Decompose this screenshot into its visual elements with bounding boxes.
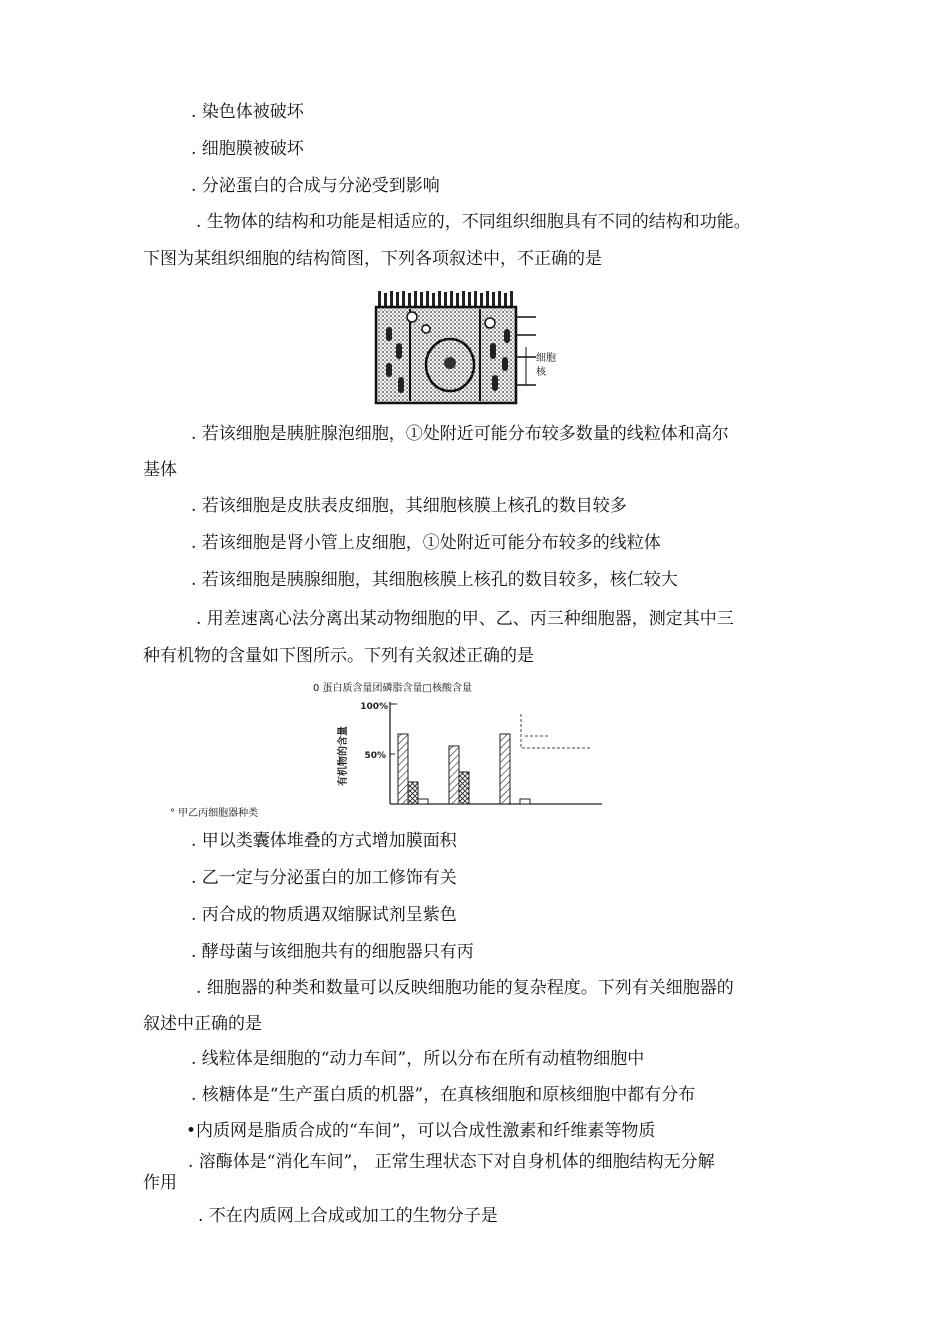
q1-option-a-line2: 基体 [143,460,177,480]
q1-option-b: . 若该细胞是皮肤表皮细胞，其细胞核膜上核孔的数目较多 [191,496,627,516]
q2-option-d: . 酵母菌与该细胞共有的细胞器只有丙 [191,942,474,962]
chart-xlabel: ° 甲乙丙细胞器种类 [170,808,259,819]
bar-甲-核酸含量 [418,799,428,804]
q2-stem-line2: 种有机物的含量如下图所示。下列有关叙述正确的是 [143,646,534,666]
bar-乙-蛋白质含量 [449,746,459,804]
bar-甲-磷脂含量 [408,782,418,804]
option-prev-a: . 染色体被破坏 [191,102,304,122]
bar-甲-蛋白质含量 [398,734,408,804]
chart-ylabel: 有机物的含量 [338,726,349,786]
q1-stem-line2: 下图为某组织细胞的结构简图，下列各项叙述中，不正确的是 [143,249,602,269]
chart-scan-artifact [521,714,592,748]
q3-option-d-line2: 作用 [143,1173,177,1193]
cell-diagram-svg [370,287,570,409]
q1-option-c: . 若该细胞是肾小管上皮细胞，①处附近可能分布较多的线粒体 [191,533,661,553]
chart-ytick-50: 50% [364,751,386,761]
q4-stem: . 不在内质网上合成或加工的生物分子是 [198,1206,498,1226]
chart-legend: 0 蛋白质含量团磷脂含量□核酸含量 [313,683,472,694]
q2-option-b: . 乙一定与分泌蛋白的加工修饰有关 [191,868,457,888]
q2-option-a: . 甲以类囊体堆叠的方式增加膜面积 [191,831,457,851]
bar-丙-蛋白质含量 [500,734,510,804]
figure-label-nucleus-1: 细胞 [536,353,556,364]
chart-ytick-100: 100% [360,702,388,712]
bar-丙-核酸含量 [520,799,530,804]
option-prev-b: . 细胞膜被破坏 [191,139,304,159]
figure-label-nucleus-2: 核 [536,367,546,378]
q3-stem-line1: . 细胞器的种类和数量可以反映细胞功能的复杂程度。下列有关细胞器的 [196,978,734,998]
q2-stem-line1: . 用差速离心法分离出某动物细胞的甲、乙、丙三种细胞器，测定其中三 [196,609,734,629]
q1-stem-line1: . 生物体的结构和功能是相适应的，不同组织细胞具有不同的结构和功能。 [196,212,751,232]
q1-option-a-line1: . 若该细胞是胰脏腺泡细胞，①处附近可能分布较多数量的线粒体和高尔 [191,424,729,444]
q3-option-d-line1: . 溶酶体是“消化车间”， 正常生理状态下对自身机体的细胞结构无分解 [188,1152,715,1172]
q3-option-a: . 线粒体是细胞的“动力车间”，所以分布在所有动植物细胞中 [191,1049,645,1069]
chart-svg [340,696,610,808]
q3-option-b: . 核糖体是“生产蛋白质的机器”，在真核细胞和原核细胞中都有分布 [191,1085,696,1105]
q2-option-c: . 丙合成的物质遇双缩脲试剂呈紫色 [191,905,457,925]
option-prev-c: . 分泌蛋白的合成与分泌受到影响 [191,176,440,196]
organelle-bar-chart [340,696,610,808]
cell-structure-figure [370,287,570,409]
bar-乙-磷脂含量 [459,772,469,804]
q1-option-d: . 若该细胞是胰腺细胞，其细胞核膜上核孔的数目较多，核仁较大 [191,570,678,590]
q3-stem-line2: 叙述中正确的是 [143,1014,262,1034]
q3-option-c: •内质网是脂质合成的“车间”，可以合成性激素和纤维素等物质 [186,1121,656,1141]
